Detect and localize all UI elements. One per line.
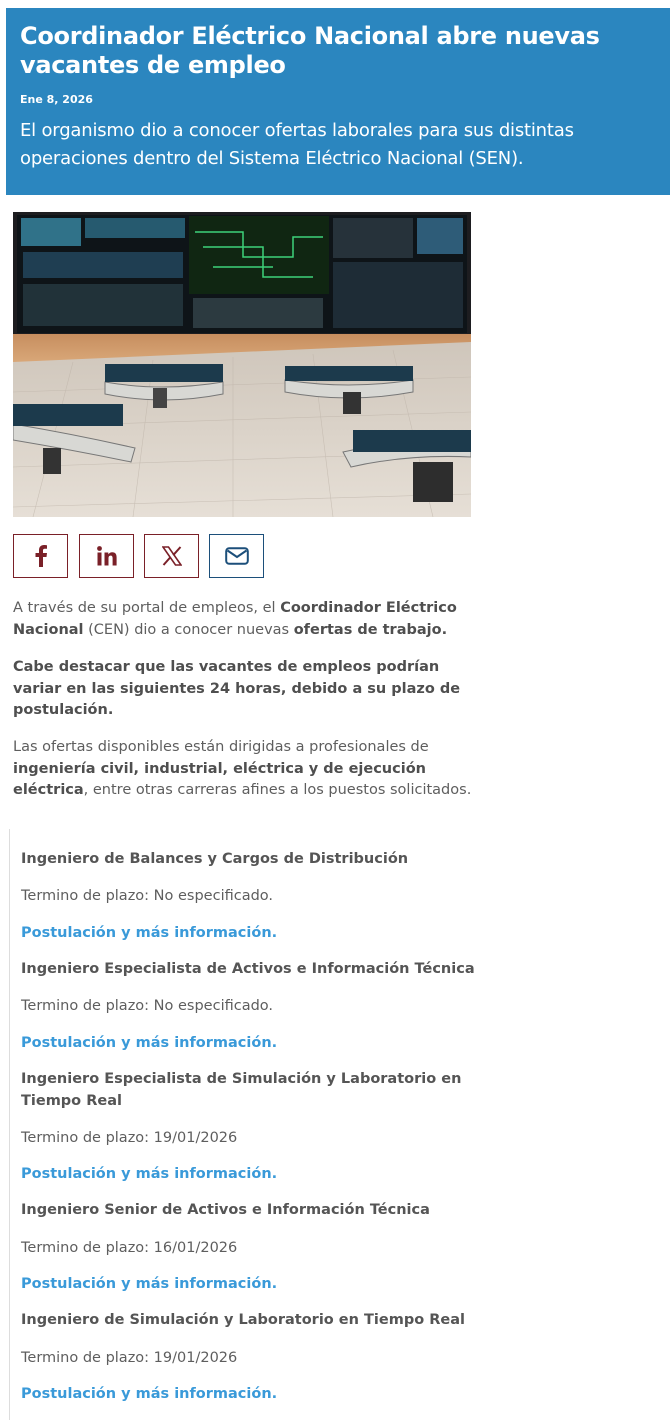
article-header [6,8,670,195]
notice-paragraph: Cabe destacar que las vacantes de empleos podrían variar en las siguientes 24 horas, debido a su plazo de postulación. [13,659,461,718]
linkedin-icon [97,546,117,566]
job-title: Ingeniero Especialista de Activos e Información Técnica [21,961,475,977]
article-date: Ene 8, 2026 [20,93,93,106]
share-email-button[interactable] [209,534,264,578]
job-apply-link[interactable]: Postulación y más información. [21,1276,278,1292]
job-title: Ingeniero de Simulación y Laboratorio en Tiempo Real [21,1312,465,1328]
share-x-button[interactable] [144,534,199,578]
share-linkedin-button[interactable] [79,534,134,578]
hero-image-control-room [13,212,471,517]
job-deadline: Termino de plazo: 19/01/2026 [21,1350,238,1366]
job-apply-link[interactable]: Postulación y más información. [21,1386,278,1402]
mail-icon [225,547,249,565]
facebook-icon [34,545,48,567]
job-title: Ingeniero de Balances y Cargos de Distribución [21,851,409,867]
control-room-illustration [13,212,471,517]
job-title: Ingeniero Senior de Activos e Información Técnica [21,1202,430,1218]
audience-text-1: Las ofertas disponibles están dirigidas a profesionales de [13,739,429,755]
share-facebook-button[interactable] [13,534,68,578]
job-deadline: Termino de plazo: 16/01/2026 [21,1240,238,1256]
job-apply-link[interactable]: Postulación y más información. [21,1166,278,1182]
job-title: Ingeniero Especialista de Simulación y Laboratorio en Tiempo Real [21,1071,462,1109]
job-apply-link[interactable]: Postulación y más información. [21,925,278,941]
job-apply-link[interactable]: Postulación y más información. [21,1035,278,1051]
job-listings [9,829,479,1420]
x-icon [162,546,182,566]
article-title: Coordinador Eléctrico Nacional abre nuevas vacantes de empleo [20,22,600,79]
audience-paragraph [13,737,473,802]
intro-text-1: A través de su portal de empleos, el [13,600,281,616]
intro-text-2: (CEN) dio a conocer nuevas [83,621,294,638]
article-lede: El organismo dio a conocer ofertas laborales para sus distintas operaciones dentro del Sistema Eléctrico Nacional (SEN). [20,120,574,169]
intro-bold-cen: Coordinador Eléctrico Nacional [13,600,457,638]
job-deadline: Termino de plazo: No especificado. [21,888,274,904]
intro-bold-offers: ofertas de trabajo. [293,621,448,638]
audience-bold-careers: ingeniería civil, industrial, eléctrica y de ejecución eléctrica [13,760,426,798]
intro-paragraph [13,598,473,641]
job-deadline: Termino de plazo: 19/01/2026 [21,1130,238,1146]
audience-text-2: , entre otras carreras afines a los puestos solicitados. [83,782,472,798]
job-deadline: Termino de plazo: No especificado. [21,998,274,1014]
